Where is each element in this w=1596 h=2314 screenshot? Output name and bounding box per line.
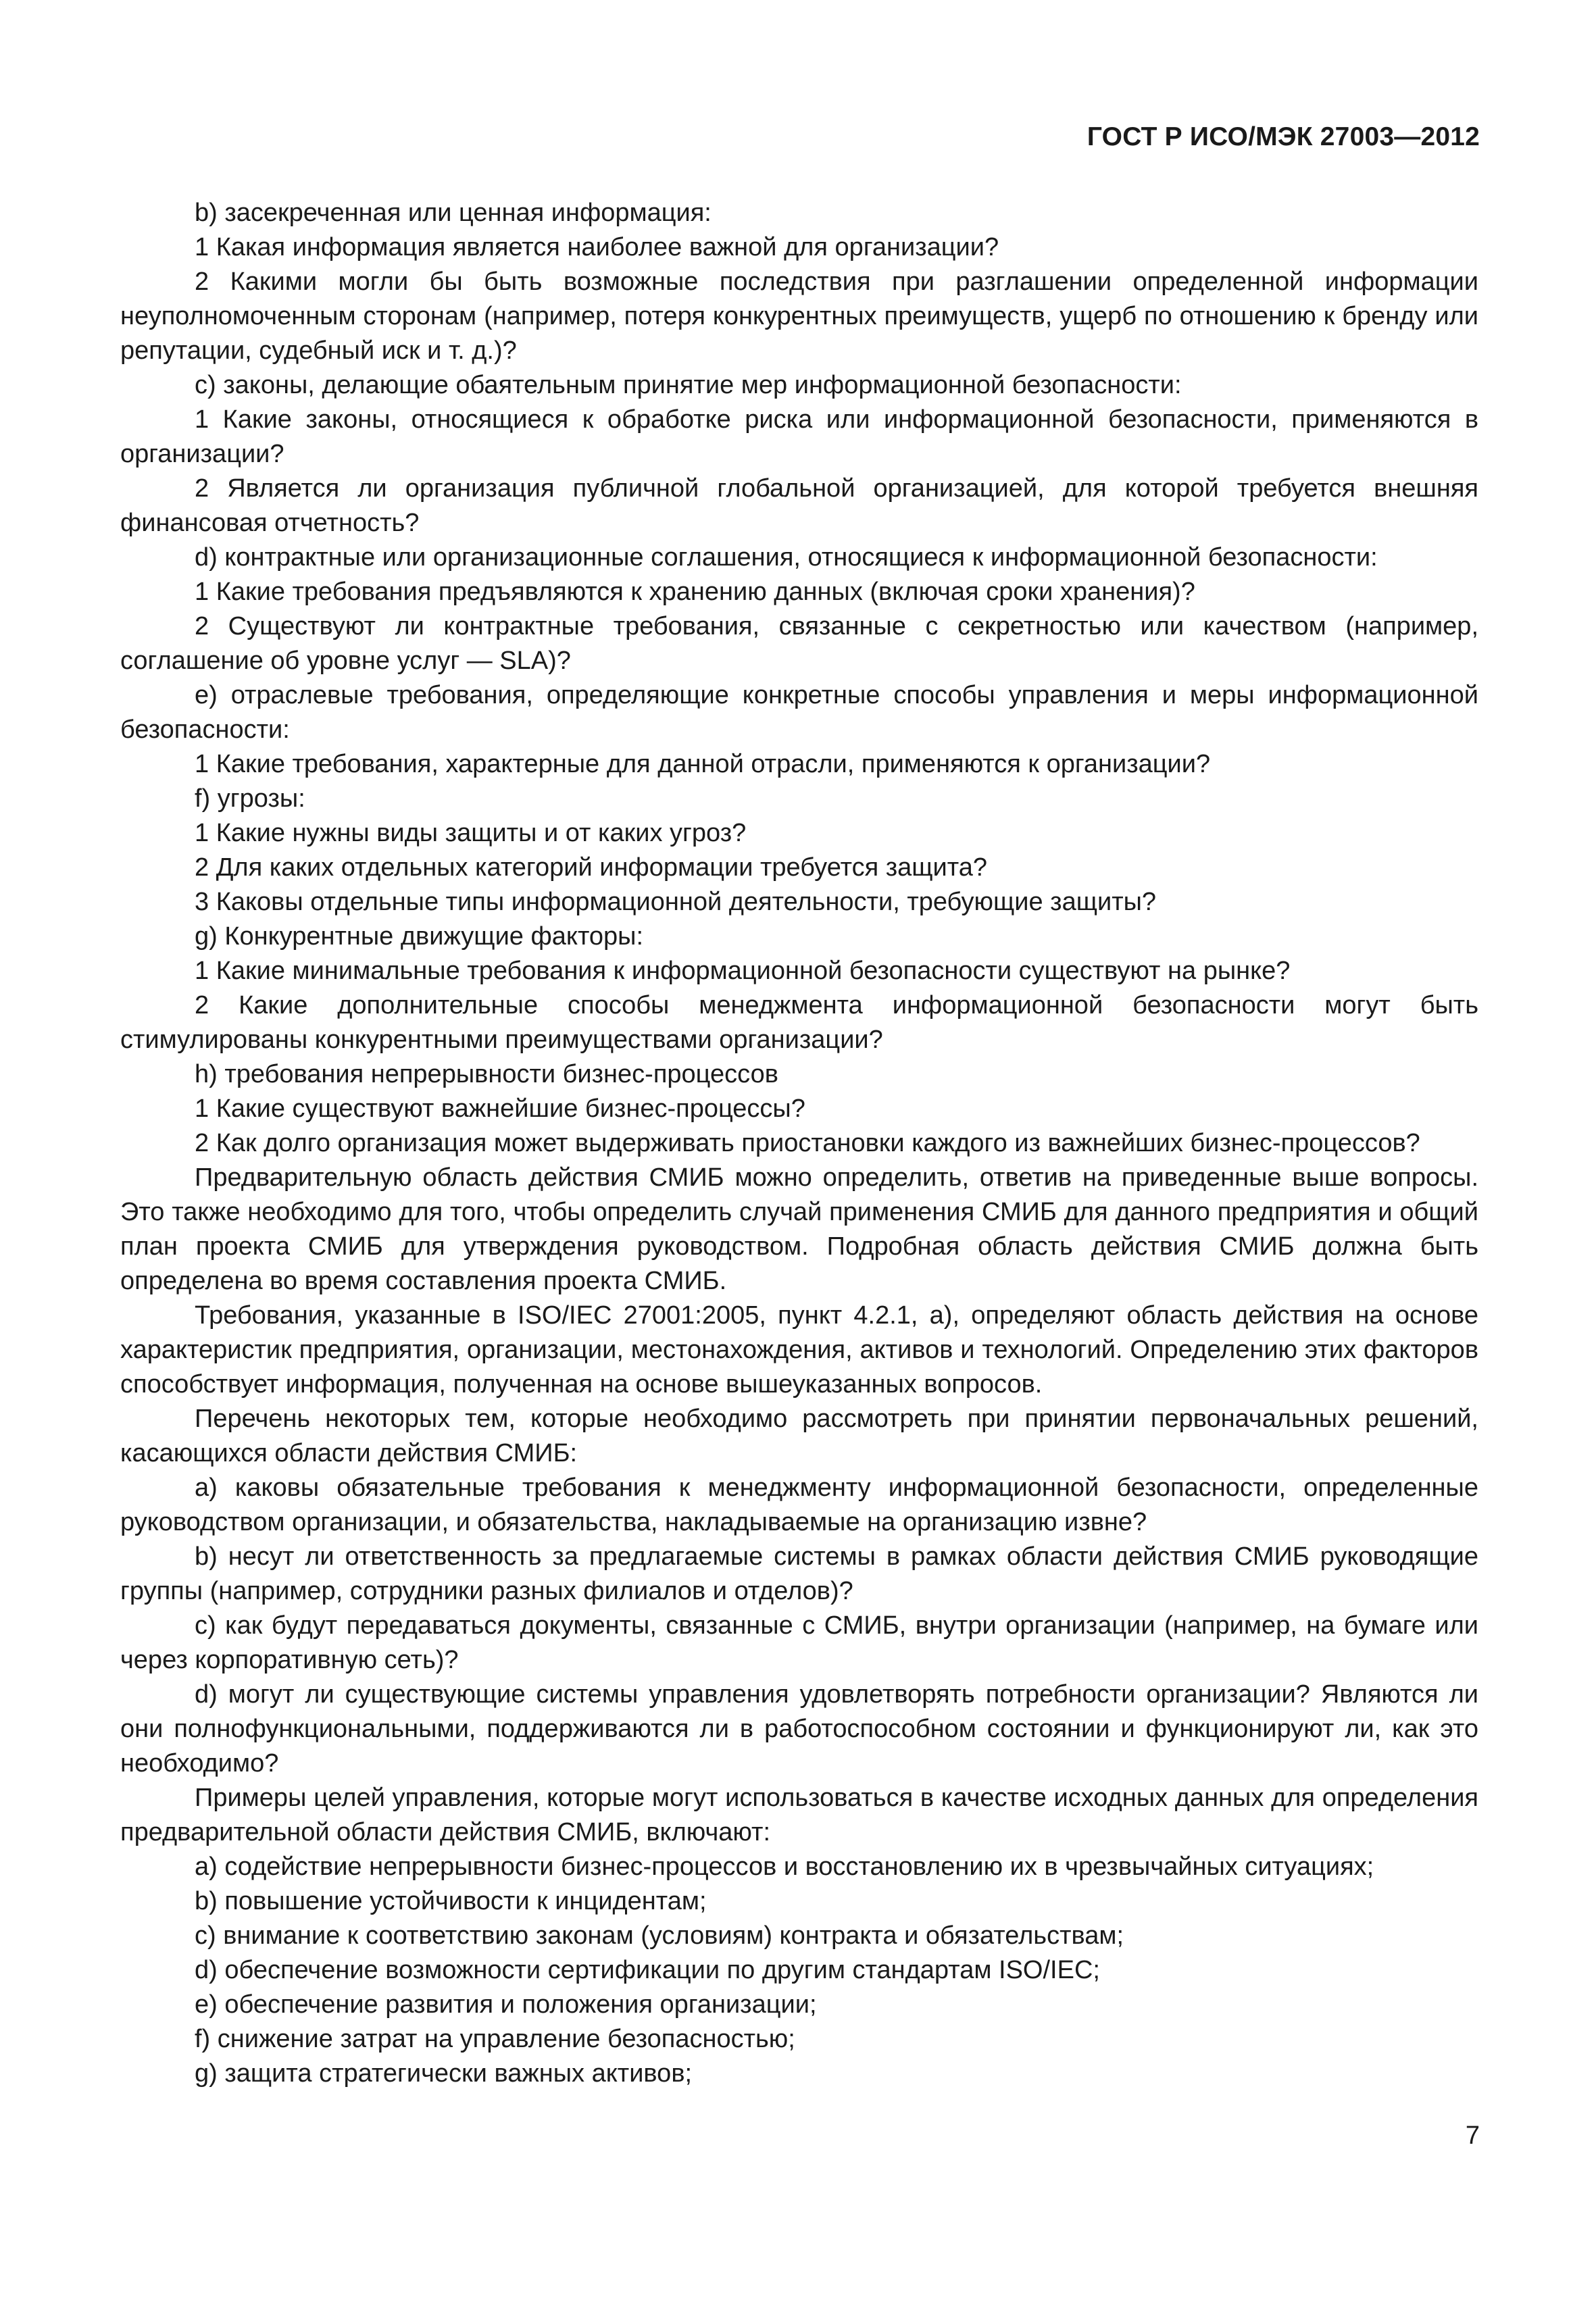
paragraph: g) защита стратегически важных активов; <box>195 2059 693 2088</box>
paragraph: c) как будут передаваться документы, связанные с СМИБ, внутри организации (например, на бумаге или через корпоративную сеть)? <box>120 1611 1478 1674</box>
paragraph: 1 Какие законы, относящиеся к обработке риска или информационной безопасности, применяются в организации? <box>120 405 1478 468</box>
paragraph: b) засекреченная или ценная информация: <box>195 199 712 227</box>
paragraph: d) контрактные или организационные соглашения, относящиеся к информационной безопасности: <box>195 543 1378 572</box>
paragraph: e) отраслевые требования, определяющие конкретные способы управления и меры информационной безопасности: <box>120 681 1478 744</box>
paragraph: e) обеспечение развития и положения организации; <box>195 1990 817 2019</box>
paragraph: d) обеспечение возможности сертификации по другим стандартам ISO/IEC; <box>195 1956 1100 1984</box>
paragraph: c) внимание к соответствию законам (условиям) контракта и обязательствам; <box>195 1921 1124 1950</box>
paragraph: b) повышение устойчивости к инцидентам; <box>195 1887 707 1915</box>
paragraph: 2 Какими могли бы быть возможные последствия при разглашении определенной информации неуполномоченным сторонам (например, потеря конкурентных преимуществ, ущерб по отношению к бренду или репутации, судебный иск и т. д.)? <box>120 268 1478 365</box>
paragraph: 2 Какие дополнительные способы менеджмента информационной безопасности могут быть стимулированы конкурентными преимуществами организации? <box>120 991 1478 1054</box>
paragraph: b) несут ли ответственность за предлагаемые системы в рамках области действия СМИБ руководящие группы (например, сотрудники разных филиалов и отделов)? <box>120 1542 1478 1605</box>
paragraph: 2 Для каких отдельных категорий информации требуется защита? <box>195 853 988 882</box>
paragraph: c) законы, делающие обаятельным принятие мер информационной безопасности: <box>195 371 1182 399</box>
paragraph: 1 Какие требования, характерные для данной отрасли, применяются к организации? <box>195 750 1211 778</box>
paragraph: 1 Какие требования предъявляются к хранению данных (включая сроки хранения)? <box>195 578 1195 606</box>
paragraph: g) Конкурентные движущие факторы: <box>195 922 644 951</box>
paragraph: f) снижение затрат на управление безопасностью; <box>195 2025 795 2053</box>
paragraph: 2 Существуют ли контрактные требования, связанные с секретностью или качеством (например, соглашение об уровне услуг — SLA)? <box>120 612 1478 675</box>
paragraph: h) требования непрерывности бизнес-процессов <box>195 1060 778 1088</box>
paragraph: 2 Является ли организация публичной глобальной организацией, для которой требуется внешняя финансовая отчетность? <box>120 474 1478 537</box>
paragraph: 1 Какие минимальные требования к информационной безопасности существуют на рынке? <box>195 957 1291 985</box>
paragraph: d) могут ли существующие системы управления удовлетворять потребности организации? Являются ли они полнофункциональными, поддерживаются ли в работоспособном состоянии и функционируют ли, как это необходимо? <box>120 1680 1478 1778</box>
paragraph: 2 Как долго организация может выдерживать приостановки каждого из важнейших бизнес-процессов? <box>195 1129 1420 1157</box>
paragraph: f) угрозы: <box>195 784 305 813</box>
paragraph: Требования, указанные в ISO/IEC 27001:2005, пункт 4.2.1, а), определяют область действия на основе характеристик предприятия, организации, местонахождения, активов и технологий. Определению этих факторов способствует информация, полученная на основе вышеуказанных вопросов. <box>120 1301 1478 1399</box>
paragraph: 1 Какие существуют важнейшие бизнес-процессы? <box>195 1095 805 1123</box>
paragraph: Перечень некоторых тем, которые необходимо рассмотреть при принятии первоначальных решений, касающихся области действия СМИБ: <box>120 1405 1478 1467</box>
paragraph: 3 Каковы отдельные типы информационной деятельности, требующие защиты? <box>195 888 1157 916</box>
paragraph: a) содействие непрерывности бизнес-процессов и восстановлению их в чрезвычайных ситуациях; <box>195 1853 1374 1881</box>
page-number: 7 <box>1465 2121 1480 2150</box>
document-header: ГОСТ Р ИСО/МЭК 27003—2012 <box>1087 122 1480 151</box>
paragraph: Предварительную область действия СМИБ можно определить, ответив на приведенные выше вопросы. Это также необходимо для того, чтобы определить случай применения СМИБ для данного предприятия и общий план проекта СМИБ для утверждения руководством. Подробная область действия СМИБ должна быть определена во время составления проекта СМИБ. <box>120 1163 1478 1295</box>
paragraph: a) каковы обязательные требования к менеджменту информационной безопасности, определенные руководством организации, и обязательства, накладываемые на организацию извне? <box>120 1474 1478 1536</box>
paragraph: 1 Какая информация является наиболее важной для организации? <box>195 233 999 261</box>
document-body <box>120 196 1478 2091</box>
paragraph: Примеры целей управления, которые могут использоваться в качестве исходных данных для определения предварительной области действия СМИБ, включают: <box>120 1784 1478 1846</box>
paragraph: 1 Какие нужны виды защиты и от каких угроз? <box>195 819 747 847</box>
